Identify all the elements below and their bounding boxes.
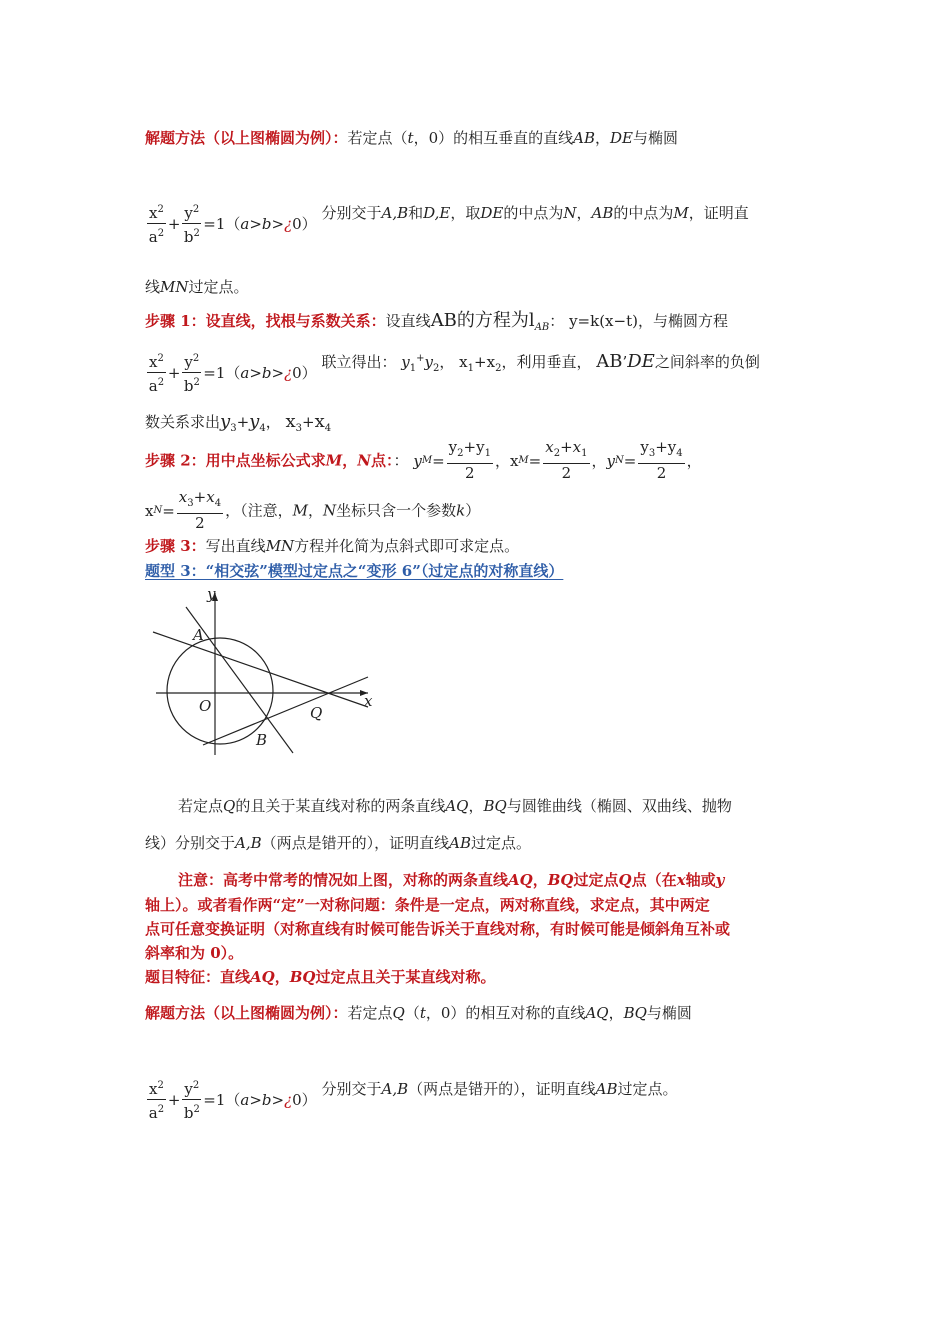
step3-label: 步骤 3：: [145, 537, 206, 555]
ellipse-equation-line-1: $\frac{x^2}{a^2}$ + $\frac{y^2}{b^2}$ =1（ a>b> ¿ 0） 分别交于A,B和D,E，取DE的中点为N，AB的中点为M，证明直: [145, 200, 749, 247]
paragraph-line-2: 线）分别交于A,B（两点是错开的），证明直线AB过定点。: [145, 834, 532, 852]
step1-line: 步骤 1：设直线，找根与系数关系：设直线AB的方程为$l_{AB}$： y=k(x−t)，与椭圆方程: [145, 310, 728, 333]
y-axis-label: y: [207, 585, 216, 603]
method1-line: 解题方法（以上图椭圆为例）：若定点（t，0）的相互垂直的直线AB，DE与椭圆: [145, 129, 678, 147]
step3-line: 步骤 3：写出直线MN方程并化简为点斜式即可求定点。: [145, 537, 520, 555]
method2-label: 解题方法（以上图椭圆为例）：: [145, 1004, 348, 1022]
line-bq: [203, 677, 368, 745]
note-line-3: 点可任意变换证明（对称直线有时候可能告诉关于直线对称，有时候可能是倾斜角互补或: [145, 920, 731, 938]
method1-label: 解题方法（以上图椭圆为例）：: [145, 129, 348, 147]
paragraph-line-1: 若定点Q的且关于某直线对称的两条直线AQ，BQ与圆锥曲线（椭圆、双曲线、抛物: [178, 797, 732, 815]
step1-line-3: 数关系求出$y_3+y_4$， $x_3+x_4$: [145, 411, 332, 434]
line-aq: [153, 632, 368, 707]
step2-line-2: x N = $\frac{x_3+x_4}{2}$ ，（注意，M，N坐标只含一个参数k）: [145, 488, 481, 532]
feature-line: 题目特征：直线AQ，BQ过定点且关于某直线对称。: [145, 968, 496, 986]
method1-line-3: 线MN过定点。: [145, 278, 249, 296]
x-axis-label: x: [364, 692, 373, 710]
step1-label: 步骤 1：设直线，找根与系数关系：: [145, 312, 386, 330]
ellipse-equation-line-2: $\frac{x^2}{a^2}$ + $\frac{y^2}{b^2}$ =1（ a>b> ¿ 0） 分别交于A,B（两点是错开的），证明直线AB过定点。: [145, 1076, 678, 1123]
fraction-x-a: $\frac{x^2}{a^2}$: [147, 200, 166, 247]
ellipse-equation: $\frac{x^2}{a^2}$ + $\frac{y^2}{b^2}$ =1（ a>b> ¿ 0）: [145, 200, 317, 247]
step2-label: 步骤 2：用中点坐标公式求M，N点：: [145, 451, 394, 470]
step1-line-2: $\frac{x^2}{a^2}$ + $\frac{y^2}{b^2}$ =1（ a>b> ¿ 0） 联立得出： $y_1^+y_2$， $x_1+x_2$，利用垂直， AB’DE之间斜率的负倒: [148, 351, 760, 395]
origin-label: O: [199, 697, 212, 715]
note-line-4: 斜率和为 0）。: [145, 944, 244, 962]
geometry-figure: [148, 585, 388, 760]
note-line-1: 注意：高考中常考的情况如上图，对称的两条直线AQ，BQ过定点Q点（在x轴或y: [178, 871, 725, 889]
point-b-label: B: [256, 731, 268, 749]
step2-line: 步骤 2：用中点坐标公式求M，N点：： y M = $\frac{y_2+y_1}{2}$ ， x M = $\frac{x_2+x_1}{2}$ ， y N = $\frac{y_3+y_4}{2}$ ，: [145, 438, 702, 482]
method2-line: 解题方法（以上图椭圆为例）：若定点Q（t，0）的相互对称的直线AQ，BQ与椭圆: [145, 1004, 692, 1022]
fraction-y-b: $\frac{y^2}{b^2}$: [182, 200, 201, 247]
section-heading: 题型 3：“相交弦”模型过定点之“变形 6”（过定点的对称直线）: [145, 562, 564, 580]
point-q-label: Q: [310, 704, 323, 722]
point-a-label: A: [193, 626, 204, 644]
note-line-2: 轴上）。或者看作两“定”一对称问题：条件是一定点，两对称直线，求定点，其中两定: [145, 896, 710, 914]
